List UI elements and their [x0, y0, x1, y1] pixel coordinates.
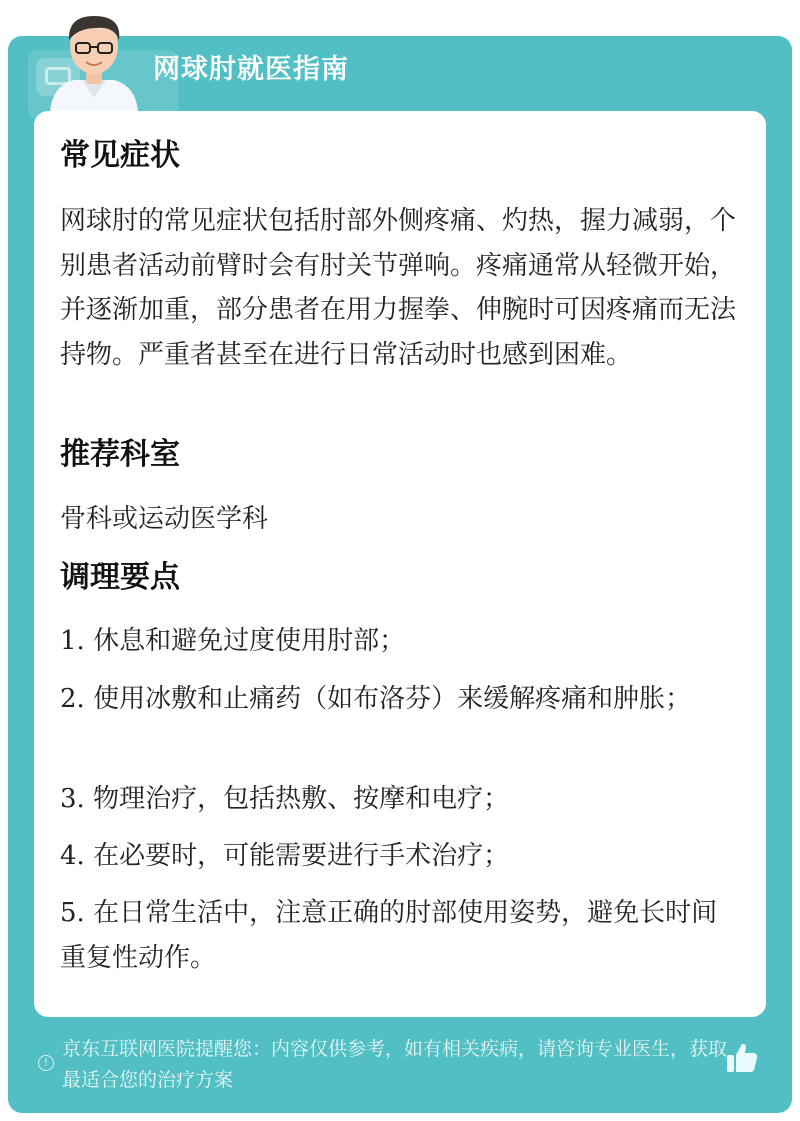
thumbs-up-icon[interactable] — [724, 1040, 760, 1076]
list-item: 5. 在日常生活中，注意正确的肘部使用姿势，避免长时间重复性动作。 — [60, 898, 718, 973]
care-title: 调理要点 — [60, 560, 180, 595]
page-title: 网球肘就医指南 — [153, 54, 349, 85]
department-text: 骨科或运动医学科 — [60, 504, 269, 534]
symptoms-text: 网球肘的常见症状包括肘部外侧疼痛、灼热，握力减弱，个别患者活动前臂时会有肘关节弹响。疼痛通常从轻微开始，并逐渐加重，部分患者在用力握拳、伸腕时可因疼痛而无法持物。严重者甚至在进行日常活动时也感到困难。 — [60, 206, 737, 370]
list-item: 4. 在必要时，可能需要进行手术治疗； — [60, 841, 510, 871]
list-item: 2. 使用冰敷和止痛药（如布洛芬）来缓解疼痛和肿胀； — [60, 684, 692, 714]
info-icon: ! — [38, 1055, 54, 1071]
symptoms-title: 常见症状 — [60, 138, 180, 173]
department-title: 推荐科室 — [60, 437, 180, 472]
footer — [8, 1024, 792, 1113]
content-card — [34, 111, 766, 1017]
list-item: 3. 物理治疗，包括热敷、按摩和电疗； — [60, 784, 510, 814]
footer-disclaimer: 京东互联网医院提醒您：内容仅供参考，如有相关疾病，请咨询专业医生，获取最适合您的治疗方案 — [62, 1038, 728, 1091]
list-item: 1. 休息和避免过度使用肘部； — [60, 626, 406, 656]
doctor-avatar — [44, 6, 144, 112]
